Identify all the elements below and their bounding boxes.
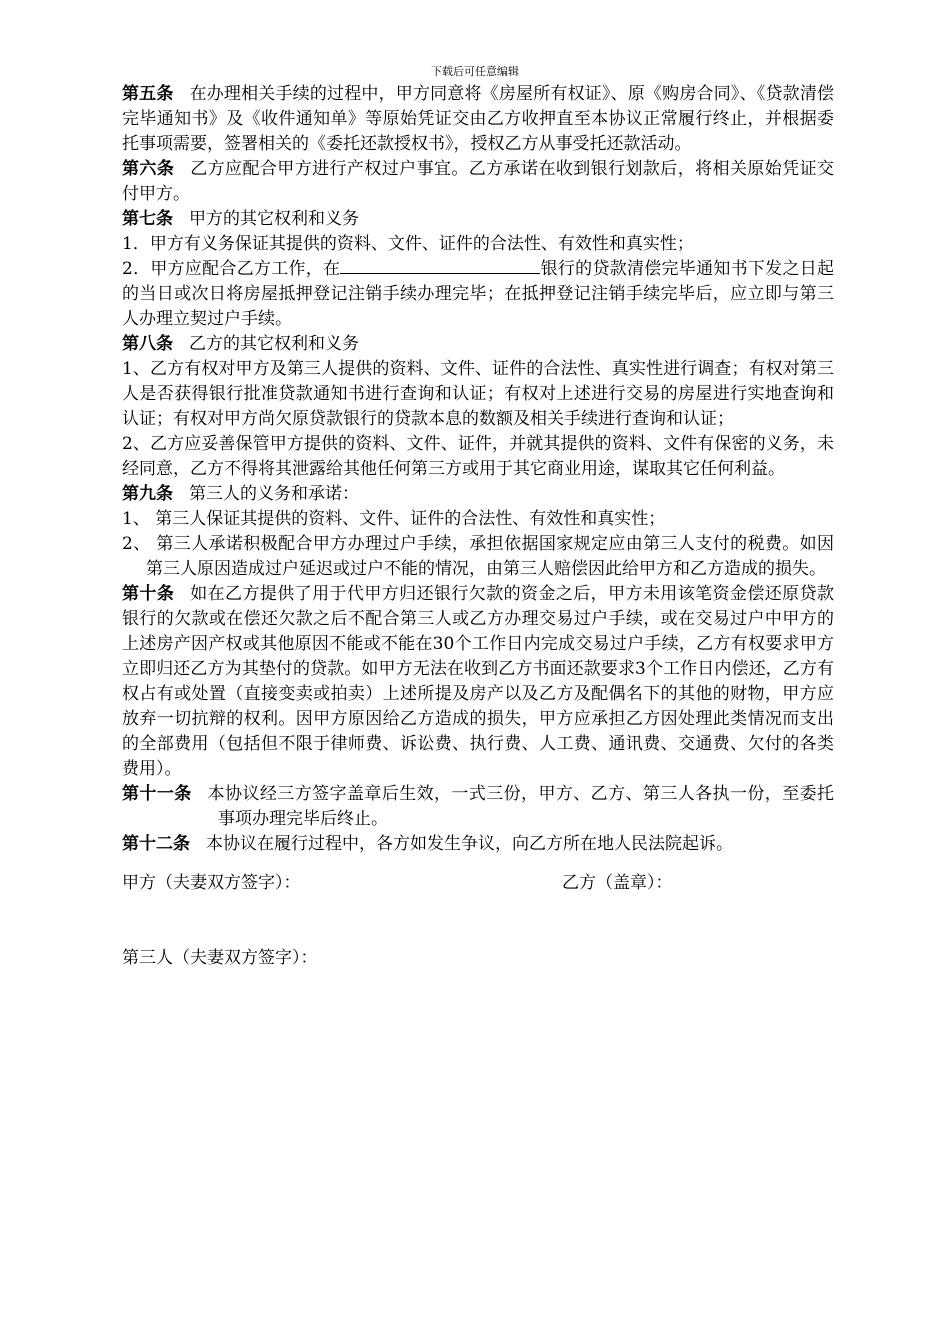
article-title: 第五条 <box>122 84 174 104</box>
article-title: 第十一条 <box>122 784 192 804</box>
article-7-item-2 <box>122 257 834 332</box>
article-text: 本协议经三方签字盖章后生效，一式三份，甲方、乙方、第三人各执一份，至委托事项办理完毕后终止。 <box>207 784 835 829</box>
item-text-post: 银行的贷款清偿完毕通知书下发之日起的当日或次日将房屋抵押登记注销手续办理完毕；在抵押登记注销手续完毕后，应立即与第三人办理立契过户手续。 <box>122 259 834 329</box>
article-title: 第九条 <box>122 484 173 504</box>
article-title: 第十条 <box>122 584 175 604</box>
article-8-item-2: 2、乙方应妥善保管甲方提供的资料、文件、证件，并就其提供的资料、文件有保密的义务，未经同意，乙方不得将其泄露给其他任何第三方或用于其它商业用途，谋取其它任何利益。 <box>122 434 834 479</box>
article-11 <box>122 782 834 832</box>
article-text: 在办理相关手续的过程中，甲方同意将《房屋所有权证》、原《购房合同》、《贷款清偿完毕通知书》及《收件通知单》等原始凭证交由乙方收押直至本协议正常履行终止，并根据委托事项需要，签署相关的《委托还款授权书》，授权乙方从事受托还款活动。 <box>122 84 835 154</box>
article-text: 乙方应配合甲方进行产权过户事宜。乙方承诺在收到银行划款后，将相关原始凭证交付甲方。 <box>122 159 835 204</box>
article-text: 本协议在履行过程中，各方如发生争议，向乙方所在地人民法院起诉。 <box>206 834 733 854</box>
article-9-item-2: 2、 第三人承诺积极配合甲方办理过户手续，承担依据国家规定应由第三人支付的税费。如因第三人原因造成过户延迟或过户不能的情况，由第三人赔偿因此给甲方和乙方造成的损失。 <box>122 534 834 579</box>
article-title: 第十二条 <box>122 834 190 854</box>
article-text: 第三人的义务和承诺： <box>189 484 359 504</box>
article-9 <box>122 482 834 507</box>
document-body <box>122 82 834 971</box>
article-title: 第六条 <box>122 159 175 179</box>
party-b-signature: 乙方（盖章）： <box>562 873 673 893</box>
article-8-item-1: 1、乙方有权对甲方及第三人提供的资料、文件、证件的合法性、真实性进行调查；有权对第三人是否获得银行批准贷款通知书进行查询和认证；有权对上述进行交易的房屋进行实地查询和认证；有权对甲方尚欠原贷款银行的贷款本息的数额及相关手续进行查询和认证； <box>122 359 834 429</box>
article-text: 如在乙方提供了用于代甲方归还银行欠款的资金之后，甲方未用该笔资金偿还原贷款银行的欠款或在偿还欠款之后不配合第三人或乙方办理交易过户手续，或在交易过户中甲方的上述房产因产权或其他原因不能或不能在30个工作日内完成交易过户手续，乙方有权要求甲方立即归还乙方为其垫付的贷款。如甲方无法在收到乙方书面还款要求3个工作日内偿还，乙方有权占有或处置（直接变卖或拍卖）上述所提及房产以及乙方及配偶名下的其他的财物，甲方应放弃一切抗辩的权利。因甲方原因给乙方造成的损失，甲方应承担乙方因处理此类情况而支出的全部费用（包括但不限于律师费、诉讼费、执行费、人工费、通讯费、交通费、欠付的各类费用）。 <box>122 584 835 779</box>
article-7-item-1: 1．甲方有义务保证其提供的资料、文件、证件的合法性、有效性和真实性； <box>122 234 694 254</box>
article-8 <box>122 332 834 357</box>
article-5 <box>122 82 834 157</box>
article-6 <box>122 157 834 207</box>
blank-line <box>340 257 540 274</box>
page-header: 下载后可任意编辑 <box>431 65 519 78</box>
article-7 <box>122 207 834 232</box>
article-9-item-1: 1、 第三人保证其提供的资料、文件、证件的合法性、有效性和真实性； <box>122 509 666 529</box>
third-party-signature: 第三人（夫妻双方签字）： <box>122 948 318 968</box>
item-text-pre: 2．甲方应配合乙方工作，在 <box>122 259 341 279</box>
article-text: 甲方的其它权利和义务 <box>189 209 359 229</box>
article-10 <box>122 582 834 782</box>
article-text: 乙方的其它权利和义务 <box>189 334 359 354</box>
article-title: 第七条 <box>122 209 173 229</box>
article-12 <box>122 832 834 857</box>
article-title: 第八条 <box>122 334 173 354</box>
party-a-signature: 甲方（夫妻双方签字）： <box>122 873 301 893</box>
signature-row <box>122 871 834 896</box>
